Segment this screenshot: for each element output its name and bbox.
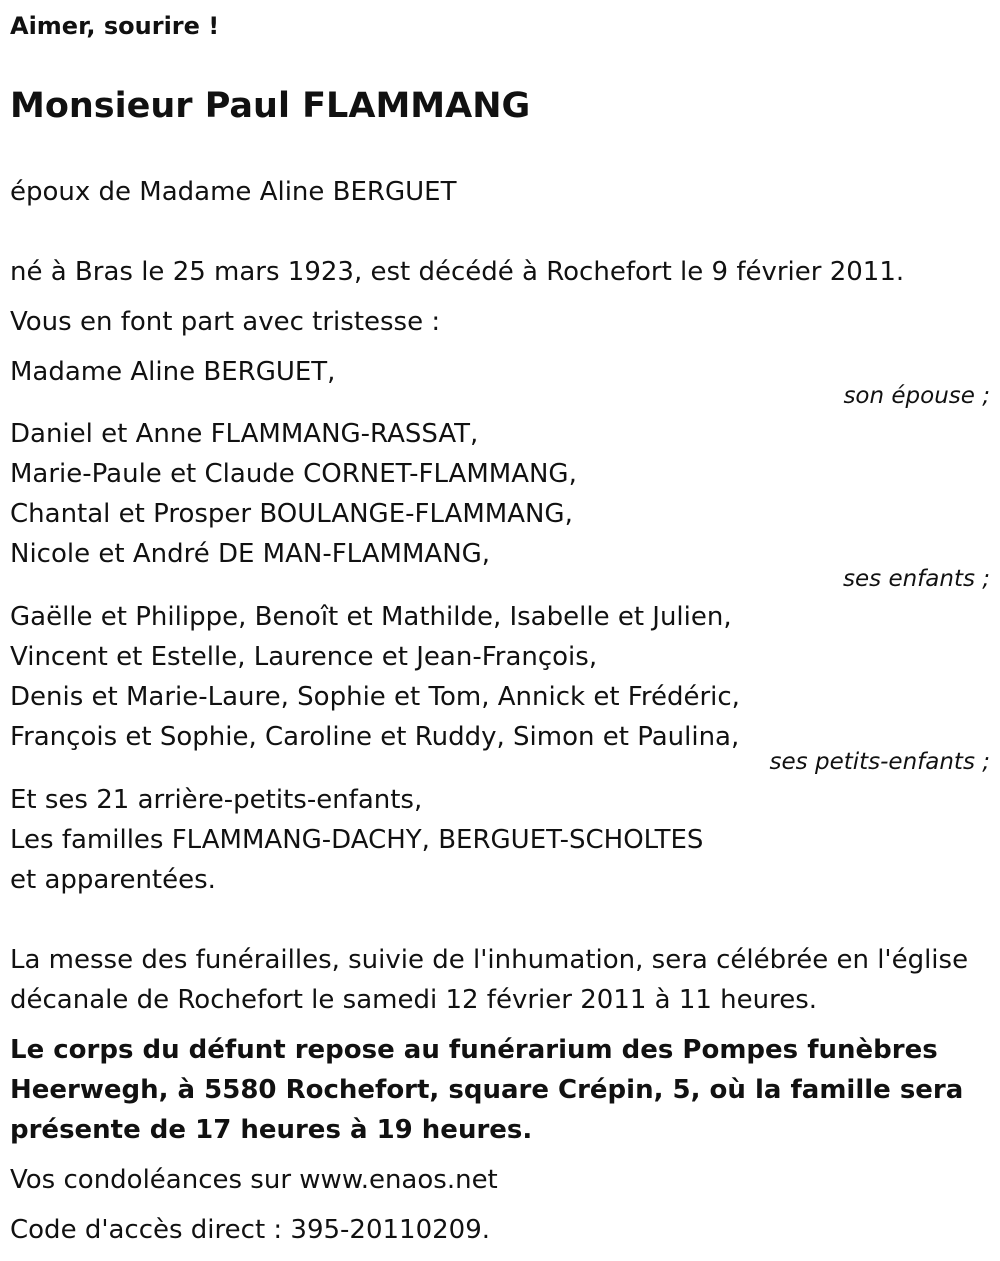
child-line: Chantal et Prosper BOULANGE-FLAMMANG,: [10, 499, 573, 529]
grandchildren-line: Vincent et Estelle, Laurence et Jean-François,: [10, 642, 598, 672]
condolences-line: Vos condoléances sur www.enaos.net: [10, 1165, 498, 1195]
other-relatives-line: et apparentées.: [10, 865, 216, 895]
other-relatives-line: Les familles FLAMMANG-DACHY, BERGUET-SCHOLTES: [10, 825, 704, 855]
spouse-name: Madame Aline BERGUET,: [10, 357, 336, 387]
grandchildren-role: ses petits-enfants ;: [769, 749, 990, 775]
funerarium-line: Heerwegh, à 5580 Rochefort, square Crépin, 5, où la famille sera: [10, 1075, 964, 1105]
announcement-line: Vous en font part avec tristesse :: [10, 307, 441, 337]
birth-death-line: né à Bras le 25 mars 1923, est décédé à Rochefort le 9 février 2011.: [10, 257, 905, 287]
spouse-role: son épouse ;: [843, 383, 990, 409]
deceased-name: Monsieur Paul FLAMMANG: [10, 86, 531, 126]
ceremony-line: La messe des funérailles, suivie de l'inhumation, sera célébrée en l'église: [10, 945, 969, 975]
grandchildren-line: Denis et Marie-Laure, Sophie et Tom, Annick et Frédéric,: [10, 682, 740, 712]
grandchildren-line: Gaëlle et Philippe, Benoît et Mathilde, Isabelle et Julien,: [10, 602, 732, 632]
access-code-line: Code d'accès direct : 395-20110209.: [10, 1215, 491, 1245]
funerarium-line: présente de 17 heures à 19 heures.: [10, 1115, 533, 1145]
other-relatives-line: Et ses 21 arrière-petits-enfants,: [10, 785, 423, 815]
motto: Aimer, sourire !: [10, 12, 220, 40]
child-line: Marie-Paule et Claude CORNET-FLAMMANG,: [10, 459, 577, 489]
spouse-line: époux de Madame Aline BERGUET: [10, 177, 457, 207]
child-line: Daniel et Anne FLAMMANG-RASSAT,: [10, 419, 479, 449]
ceremony-line: décanale de Rochefort le samedi 12 février 2011 à 11 heures.: [10, 985, 818, 1015]
grandchildren-line: François et Sophie, Caroline et Ruddy, Simon et Paulina,: [10, 722, 740, 752]
child-line: Nicole et André DE MAN-FLAMMANG,: [10, 539, 491, 569]
children-role: ses enfants ;: [843, 566, 990, 592]
funerarium-line: Le corps du défunt repose au funérarium des Pompes funèbres: [10, 1035, 938, 1065]
